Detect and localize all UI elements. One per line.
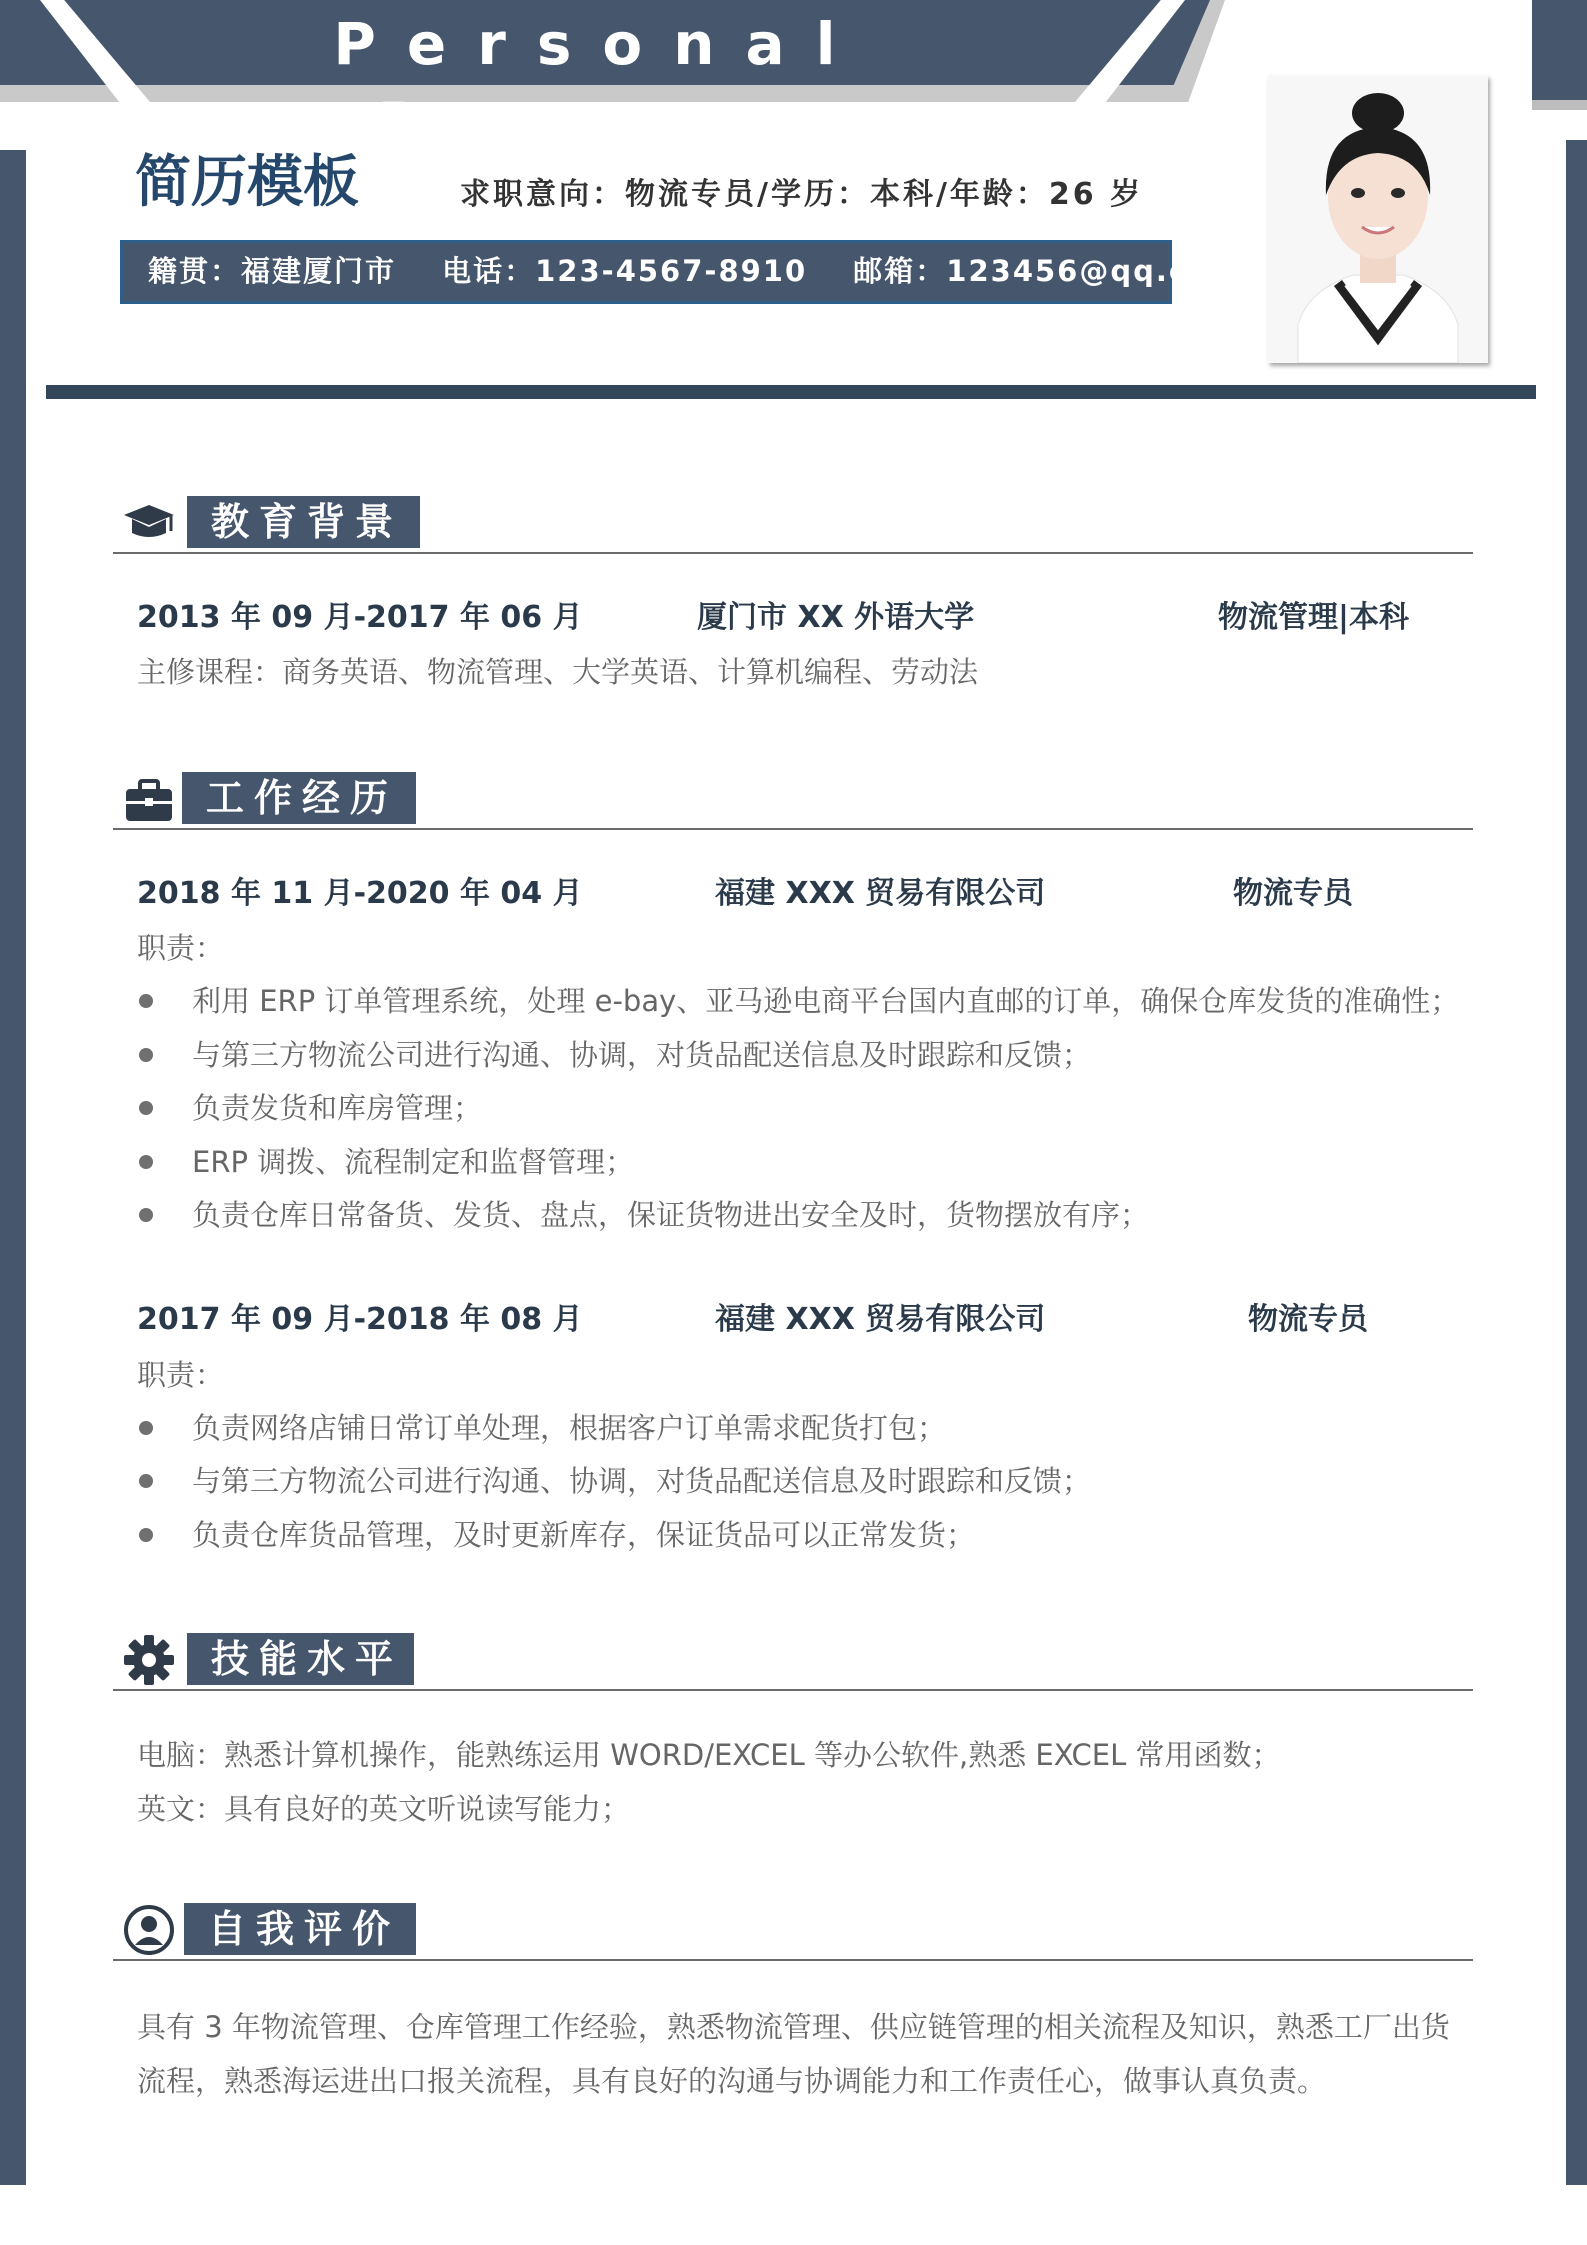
resume-name: 简历模板 [135, 150, 359, 215]
profile-photo [1268, 75, 1488, 363]
job-period: 2018 年 11 月-2020 年 04 月 [137, 876, 583, 911]
duty-label: 职责： [137, 931, 225, 965]
duty-label: 职责： [137, 1358, 225, 1392]
job-period: 2017 年 09 月-2018 年 08 月 [137, 1302, 583, 1337]
education-courses: 主修课程：商务英语、物流管理、大学英语、计算机编程、劳动法 [137, 655, 979, 689]
briefcase-icon [122, 773, 176, 827]
duty-item: ERP 调拨、流程制定和监督管理； [192, 1145, 635, 1179]
duty-item: 负责仓库货品管理，及时更新库存，保证货品可以正常发货； [192, 1518, 976, 1552]
bullet-dot [139, 1101, 153, 1115]
corner-block [1532, 0, 1587, 108]
duty-item: 与第三方物流公司进行沟通、协调，对货品配送信息及时跟踪和反馈； [192, 1464, 1092, 1498]
bullet-dot [139, 1528, 153, 1542]
section-title-self: 自我评价 [184, 1903, 416, 1955]
duty-item: 负责网络店铺日常订单处理，根据客户订单需求配货打包； [192, 1411, 947, 1445]
job-company: 福建 XXX 贸易有限公司 [715, 876, 1046, 911]
duty-item: 负责发货和库房管理； [192, 1091, 483, 1125]
section-rule-work [113, 828, 1473, 830]
job-intent: 求职意向：物流专员/学历：本科/年龄：26 岁 [460, 177, 1144, 212]
duty-item: 利用 ERP 订单管理系统，处理 e-bay、亚马逊电商平台国内直邮的订单，确保仓库发货的准确性； [192, 984, 1460, 1018]
left-side-bar [0, 150, 26, 2185]
bullet-dot [139, 1474, 153, 1488]
bullet-dot [139, 1208, 153, 1222]
portrait-illustration [1268, 75, 1488, 363]
section-title-education: 教育背景 [187, 496, 420, 548]
person-icon [122, 1903, 176, 1957]
job-position: 物流专员 [1233, 876, 1353, 911]
header-divider [46, 385, 1536, 399]
gear-icon [122, 1633, 176, 1687]
job-company: 福建 XXX 贸易有限公司 [715, 1302, 1046, 1337]
bullet-dot [139, 994, 153, 1008]
education-school: 厦门市 XX 外语大学 [697, 600, 975, 635]
right-side-bar [1566, 140, 1587, 2185]
section-rule-self [113, 1959, 1473, 1961]
contact-line [148, 248, 1276, 294]
bullet-dot [139, 1155, 153, 1169]
banner-title: Personal Resume [333, 10, 867, 158]
corner-block-shadow [1532, 100, 1587, 110]
duty-item: 与第三方物流公司进行沟通、协调，对货品配送信息及时跟踪和反馈； [192, 1038, 1092, 1072]
section-rule-education [113, 552, 1473, 554]
job-position: 物流专员 [1248, 1302, 1368, 1337]
section-title-skills: 技能水平 [187, 1633, 414, 1685]
education-period: 2013 年 09 月-2017 年 06 月 [137, 600, 583, 635]
education-major: 物流管理|本科 [1218, 600, 1409, 635]
self-evaluation-line: 流程，熟悉海运进出口报关流程，具有良好的沟通与协调能力和工作责任心，做事认真负责。 [137, 2064, 1327, 2098]
bullet-dot [139, 1048, 153, 1062]
section-title-work: 工作经历 [182, 772, 416, 824]
skill-line: 英文：具有良好的英文听说读写能力； [137, 1792, 631, 1826]
email: 邮箱：123456@qq.com [853, 254, 1243, 288]
duty-item: 负责仓库日常备货、发货、盘点，保证货物进出安全及时，货物摆放有序； [192, 1198, 1150, 1232]
section-rule-skills [113, 1689, 1473, 1691]
phone: 电话：123-4567-8910 [442, 254, 808, 288]
graduation-cap-icon [122, 497, 176, 551]
bullet-dot [139, 1421, 153, 1435]
self-evaluation-line: 具有 3 年物流管理、仓库管理工作经验，熟悉物流管理、供应链管理的相关流程及知识，熟悉工厂出货 [137, 2010, 1450, 2044]
skill-line: 电脑：熟悉计算机操作，能熟练运用 WORD/EXCEL 等办公软件,熟悉 EXCEL 常用函数； [137, 1738, 1281, 1772]
origin: 籍贯：福建厦门市 [148, 254, 397, 288]
